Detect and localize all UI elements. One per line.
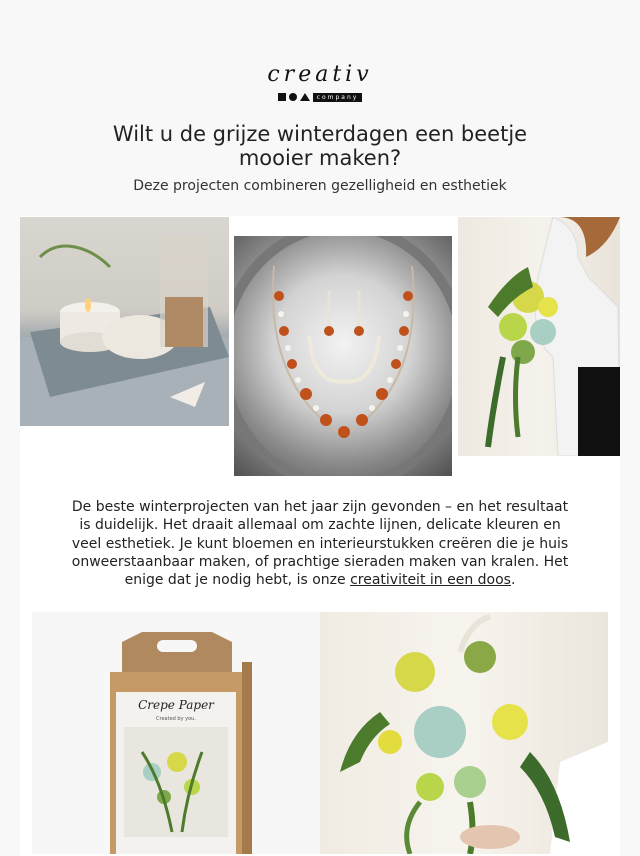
bouquet-woman-image[interactable] — [458, 217, 620, 456]
logo-wordmark: creativ — [267, 62, 373, 87]
logo-symbol-bar — [278, 93, 363, 102]
triangle-icon — [300, 93, 310, 101]
logo-tagline: company — [313, 93, 363, 102]
box-subtitle: Created by you. — [156, 716, 196, 722]
creativity-box-link[interactable]: creativiteit in een doos — [350, 572, 511, 589]
candle-tray-image[interactable] — [20, 217, 229, 426]
intro-paragraph — [66, 498, 574, 589]
crepe-paper-box-image[interactable] — [32, 612, 320, 854]
headline: Wilt u de grijze winterdagen een beetje mooier maken? — [112, 122, 528, 170]
intro-text-end: . — [510, 572, 516, 589]
circle-icon — [289, 93, 297, 101]
subheadline: Deze projecten combineren gezelligheid en esthetiek — [133, 178, 507, 194]
intro-text: De beste winterprojecten van het jaar zijn gevonden – en het resultaat is duidelijk. Het draait allemaal om zachte lijnen, delicate kleuren en veel esthetiek. Je kunt bloemen en interieurstukken creëren die je huis onweerstaanbaar maken, of prachtige sieraden maken van kralen. Het enige dat je nodig hebt, is onze — [71, 499, 569, 589]
brand-logo[interactable] — [0, 64, 640, 105]
necklace-mirror-image[interactable] — [234, 236, 452, 476]
box-title: Crepe Paper — [138, 698, 214, 712]
paper-bouquet-image[interactable] — [320, 612, 608, 854]
square-icon — [278, 93, 286, 101]
